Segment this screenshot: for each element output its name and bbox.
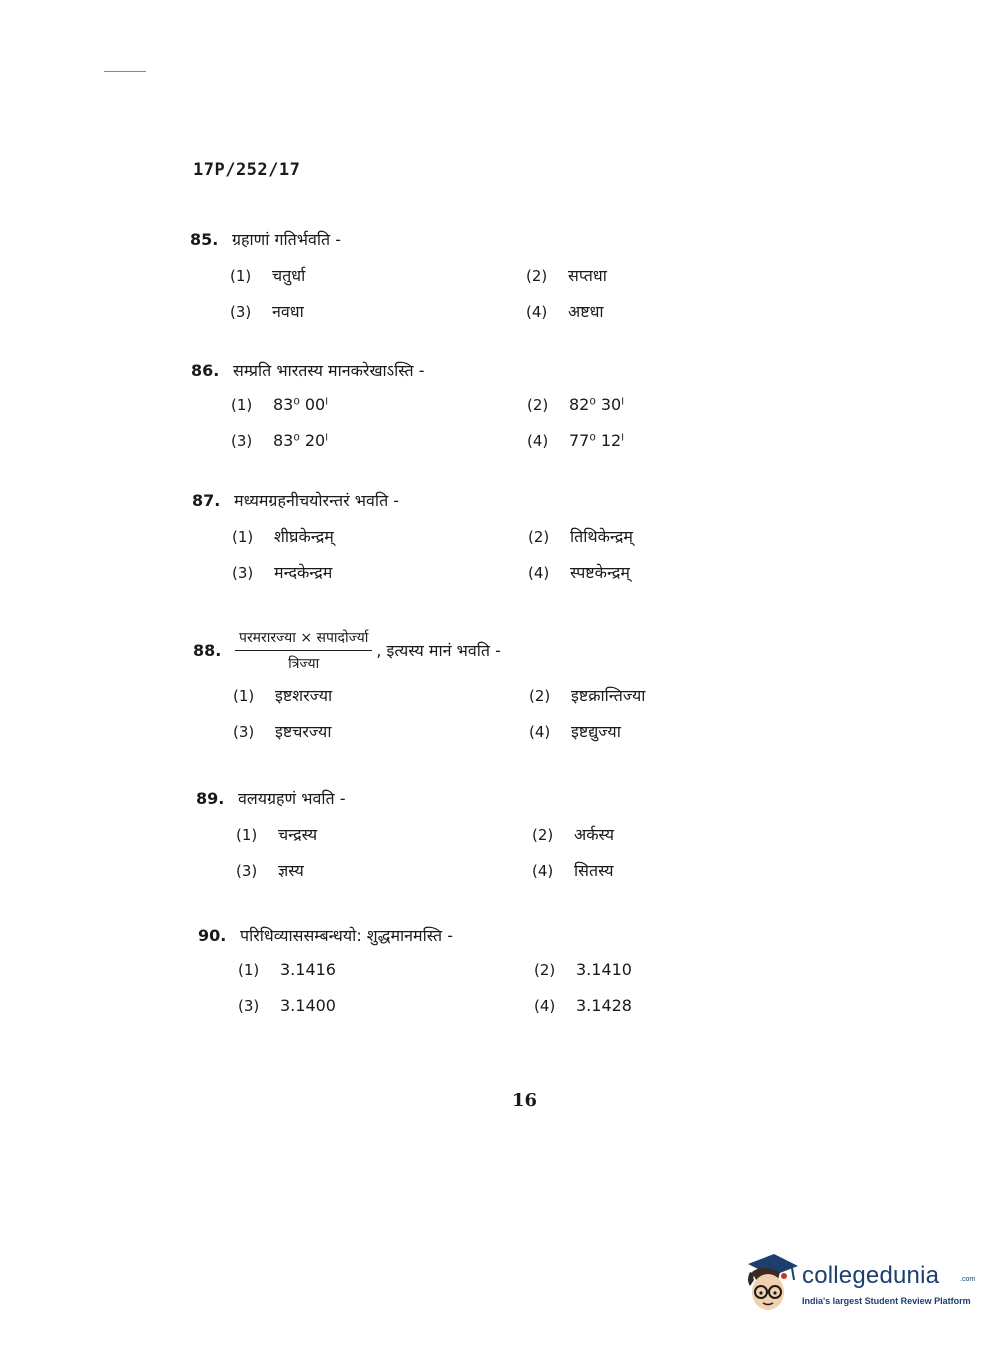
option-number: (1) — [232, 528, 254, 546]
student-mascot-icon — [740, 1250, 800, 1314]
fraction-denominator: त्रिज्या — [288, 655, 320, 672]
option-number: (3) — [230, 303, 252, 321]
option-3[interactable] — [231, 431, 328, 450]
option-1[interactable] — [231, 395, 328, 414]
option-1[interactable] — [236, 823, 317, 845]
option-4[interactable] — [528, 561, 630, 583]
option-number: (4) — [534, 997, 556, 1015]
option-1[interactable] — [233, 684, 332, 706]
option-2[interactable] — [529, 684, 645, 706]
option-text: शीघ्रकेन्द्रम् — [274, 527, 334, 546]
option-number: (4) — [529, 723, 551, 741]
option-text: 77⁰ 12ˡ — [569, 431, 624, 450]
option-number: (3) — [233, 723, 255, 741]
collegedunia-watermark — [740, 1250, 976, 1320]
question-86 — [191, 359, 711, 471]
option-1[interactable] — [230, 264, 305, 286]
option-number: (4) — [526, 303, 548, 321]
option-4[interactable] — [534, 996, 632, 1015]
option-4[interactable] — [532, 859, 614, 881]
option-number: (1) — [231, 396, 253, 414]
question-88 — [193, 624, 713, 760]
option-text: ज्ञस्य — [278, 861, 304, 880]
option-3[interactable] — [232, 561, 332, 583]
page-number: 16 — [512, 1090, 538, 1111]
question-text: मध्यमग्रहनीचयोरन्तरं भवति - — [234, 491, 400, 510]
question-number: 89. — [196, 789, 225, 808]
top-rule — [104, 71, 146, 72]
option-number: (3) — [236, 862, 258, 880]
option-number: (4) — [528, 564, 550, 582]
option-text: 82⁰ 30ˡ — [569, 395, 624, 414]
option-number: (4) — [527, 432, 549, 450]
option-number: (2) — [532, 826, 554, 844]
option-number: (1) — [238, 961, 260, 979]
option-text: 83⁰ 20ˡ — [273, 431, 328, 450]
option-text: अर्कस्य — [574, 825, 615, 844]
option-text: इष्टक्रान्तिज्या — [571, 686, 646, 705]
question-number: 87. — [192, 491, 221, 510]
question-text: , इत्यस्य मानं भवति - — [376, 641, 501, 660]
option-3[interactable] — [230, 300, 304, 322]
option-text: 3.1400 — [280, 996, 336, 1015]
question-number: 85. — [190, 230, 219, 249]
option-text: 3.1410 — [576, 960, 632, 979]
question-text: वलयग्रहणं भवति - — [238, 789, 346, 808]
option-2[interactable] — [534, 960, 632, 979]
option-text: सप्तधा — [568, 266, 607, 285]
option-number: (4) — [532, 862, 554, 880]
options-list — [196, 823, 716, 899]
option-2[interactable] — [526, 264, 607, 286]
option-1[interactable] — [238, 960, 336, 979]
question-stem — [196, 787, 716, 815]
question-87 — [192, 489, 712, 601]
options-list — [191, 395, 711, 471]
option-number: (1) — [230, 267, 252, 285]
question-text: ग्रहाणां गतिर्भवति - — [232, 230, 342, 249]
option-text: सितस्य — [574, 861, 614, 880]
option-text: स्पष्टकेन्द्रम् — [570, 563, 630, 582]
option-3[interactable] — [238, 996, 336, 1015]
question-text: परिधिव्याससम्बन्धयो: शुद्धमानमस्ति - — [240, 926, 453, 945]
question-number: 88. — [193, 640, 222, 660]
option-2[interactable] — [532, 823, 614, 845]
question-number: 90. — [198, 926, 227, 945]
options-list — [193, 684, 713, 760]
option-4[interactable] — [526, 300, 604, 322]
formula-fraction — [235, 628, 372, 673]
question-stem — [192, 489, 712, 517]
option-number: (3) — [231, 432, 253, 450]
question-stem — [191, 359, 711, 387]
option-number: (2) — [526, 267, 548, 285]
brand-name: collegedunia — [802, 1262, 940, 1289]
option-text: इष्टचरज्या — [275, 722, 332, 741]
question-stem — [193, 624, 713, 676]
option-number: (3) — [232, 564, 254, 582]
option-text: नवधा — [272, 302, 304, 321]
brand-tagline: India's largest Student Review Platform — [802, 1296, 971, 1306]
options-list — [192, 525, 712, 601]
option-number: (1) — [236, 826, 258, 844]
option-text: चतुर्धा — [272, 266, 306, 285]
question-stem — [198, 924, 718, 952]
option-text: इष्टद्युज्या — [571, 722, 621, 741]
option-text: 83⁰ 00ˡ — [273, 395, 328, 414]
question-text: सम्प्रति भारतस्य मानकरेखाऽस्ति - — [233, 361, 425, 380]
option-2[interactable] — [528, 525, 633, 547]
options-list — [198, 960, 718, 1036]
option-text: मन्दकेन्द्रम — [274, 563, 333, 582]
option-text: इष्टशरज्या — [275, 686, 333, 705]
option-text: चन्द्रस्य — [278, 825, 318, 844]
option-text: 3.1428 — [576, 996, 632, 1015]
option-4[interactable] — [529, 720, 621, 742]
option-number: (2) — [528, 528, 550, 546]
question-number: 86. — [191, 361, 220, 380]
option-2[interactable] — [527, 395, 624, 414]
question-stem — [190, 228, 710, 256]
option-number: (2) — [529, 687, 551, 705]
brand-tld: .com — [960, 1276, 976, 1283]
option-number: (1) — [233, 687, 255, 705]
option-text: तिथिकेन्द्रम् — [570, 527, 633, 546]
option-text: अष्टधा — [568, 302, 604, 321]
option-1[interactable] — [232, 525, 334, 547]
paper-code: 17P/252/17 — [193, 160, 301, 180]
option-number: (2) — [527, 396, 549, 414]
question-89 — [196, 787, 716, 899]
option-3[interactable] — [236, 859, 304, 881]
fraction-numerator: परमरारज्या × सपादोर्ज्या — [235, 628, 372, 651]
question-90 — [198, 924, 718, 1036]
option-number: (3) — [238, 997, 260, 1015]
option-4[interactable] — [527, 431, 624, 450]
option-number: (2) — [534, 961, 556, 979]
question-85 — [190, 228, 710, 340]
option-text: 3.1416 — [280, 960, 336, 979]
options-list — [190, 264, 710, 340]
option-3[interactable] — [233, 720, 331, 742]
